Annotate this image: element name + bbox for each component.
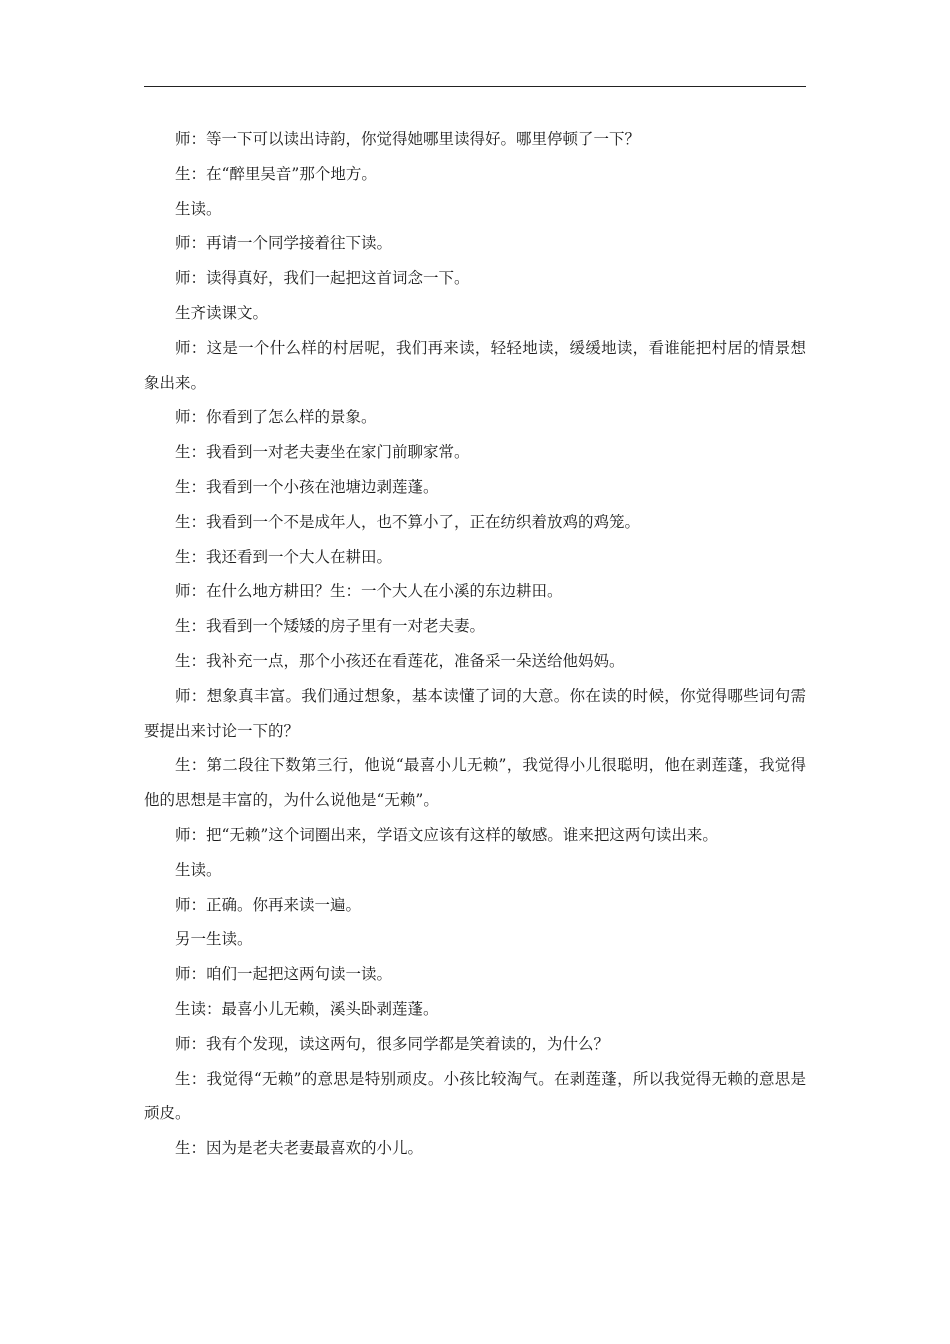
paragraph: 另一生读。	[175, 930, 253, 949]
paragraph: 生：我还看到一个大人在耕田。	[175, 547, 393, 566]
paragraph: 师：在什么地方耕田？生：一个大人在小溪的东边耕田。	[175, 582, 563, 601]
paragraph: 师：正确。你再来读一遍。	[175, 895, 362, 914]
paragraph: 师：等一下可以读出诗韵，你觉得她哪里读得好。哪里停顿了一下？	[175, 130, 641, 148]
paragraph: 生：我补充一点，那个小孩还在看莲花，准备采一朵送给他妈妈。	[175, 651, 625, 670]
paragraph: 生：我觉得“无赖”的意思是特别顽皮。小孩比较淘气。在剥莲蓬，所以我觉得无赖的意思是顽皮。	[144, 1069, 806, 1123]
paragraph: 师：这是一个什么样的村居呢，我们再来读，轻轻地读，缓缓地读，看谁能把村居的情景想象出来。	[144, 338, 806, 392]
paragraph: 生：我看到一个不是成年人，也不算小了，正在纺织着放鸡的鸡笼。	[175, 512, 641, 531]
paragraph: 生读。	[175, 860, 222, 879]
paragraph: 师：咱们一起把这两句读一读。	[175, 965, 393, 984]
paragraph: 生读：最喜小儿无赖，溪头卧剥莲蓬。	[175, 999, 439, 1018]
paragraph: 师：你看到了怎么样的景象。	[175, 408, 377, 427]
paragraph: 生齐读课文。	[175, 303, 269, 322]
paragraph: 生：第二段往下数第三行，他说“最喜小儿无赖”，我觉得小儿很聪明，他在剥莲蓬，我觉得他的思想是丰富的，为什么说他是“无赖”。	[144, 756, 806, 810]
document-body	[144, 122, 806, 1166]
paragraph: 师：把“无赖”这个词圈出来，学语文应该有这样的敏感。谁来把这两句读出来。	[175, 825, 718, 844]
paragraph: 生读。	[175, 199, 222, 218]
paragraph: 生：我看到一个矮矮的房子里有一对老夫妻。	[175, 617, 486, 636]
paragraph: 生：我看到一个小孩在池塘边剥莲蓬。	[175, 477, 439, 496]
paragraph: 生：在“醉里吴音”那个地方。	[175, 164, 377, 183]
paragraph: 师：读得真好，我们一起把这首词念一下。	[175, 269, 470, 288]
header-rule	[144, 86, 806, 87]
paragraph: 师：想象真丰富。我们通过想象，基本读懂了词的大意。你在读的时候，你觉得哪些词句需要提出来讨论一下的？	[144, 686, 806, 740]
paragraph: 生：我看到一对老夫妻坐在家门前聊家常。	[175, 443, 470, 462]
paragraph: 生：因为是老夫老妻最喜欢的小儿。	[175, 1139, 424, 1158]
paragraph: 师：我有个发现，读这两句，很多同学都是笑着读的，为什么？	[175, 1034, 610, 1053]
paragraph: 师：再请一个同学接着往下读。	[175, 234, 393, 253]
